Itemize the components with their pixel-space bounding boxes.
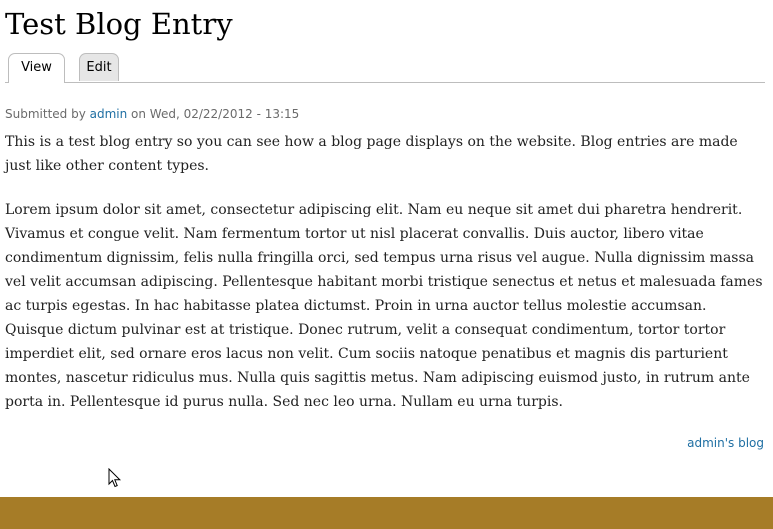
author-blog-link[interactable]: admin's blog	[687, 436, 764, 450]
mouse-pointer-icon	[108, 468, 122, 488]
submitted-date: on Wed, 02/22/2012 - 13:15	[127, 107, 300, 121]
page-title: Test Blog Entry	[5, 7, 233, 41]
body-paragraph-intro: This is a test blog entry so you can see how a blog page displays on the website. Blog entries are made just like other content types.	[5, 134, 738, 174]
body-paragraph-lorem: Lorem ipsum dolor sit amet, consectetur adipiscing elit. Nam eu neque sit amet dui pharetra hendrerit. Vivamus et congue velit. Nam fermentum tortor ut nisl placerat convallis. Duis auctor, libero vitae condimentum dignissim, felis nulla fringilla orci, sed tempus urna risus vel augue. Nulla dignissim massa vel velit accumsan adipiscing. Pellentesque habitant morbi tristique senectus et netus et malesuada fames ac turpis egestas. In hac habitasse platea dictumst. Proin in urna auctor tellus molestie accumsan. Quisque dictum pulvinar est at tristique. Donec rutrum, velit a consequat condimentum, tortor tortor imperdiet elit, sed ornare eros lacus non velit. Cum sociis natoque penatibus et magnis dis parturient montes, nascetur ridiculus mus. Nulla quis sagittis metus. Nam adipiscing euismod justo, in rutrum ante porta in. Pellentesque id purus nulla. Sed nec leo urna. Nullam eu urna turpis.	[5, 202, 763, 410]
footer-bar	[0, 497, 773, 529]
submitted-info	[5, 106, 299, 122]
author-link[interactable]: admin	[89, 107, 128, 121]
tab-view[interactable]: View	[8, 53, 65, 83]
submitted-prefix: Submitted by	[5, 107, 90, 121]
tab-edit[interactable]: Edit	[79, 53, 119, 81]
primary-tabs	[5, 53, 765, 83]
